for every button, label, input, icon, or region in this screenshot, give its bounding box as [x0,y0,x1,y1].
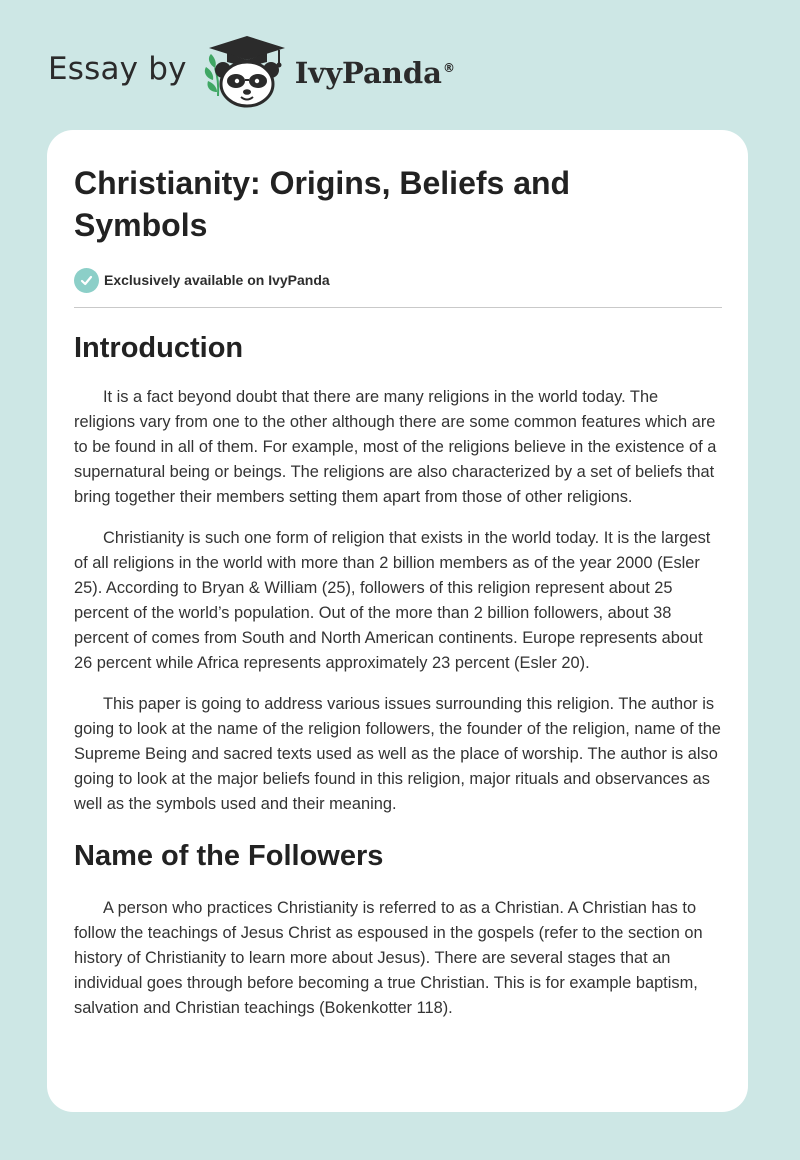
essay-by-label: Essay by [48,51,187,87]
essay-card [47,130,748,1112]
section-introduction [74,330,722,817]
page-title: Christianity: Origins, Beliefs and Symbols [74,165,571,243]
site-header [48,34,455,110]
section-heading: Introduction [74,332,244,364]
panda-graduate-logo-icon[interactable] [201,34,293,110]
check-icon [74,268,99,293]
title-divider [74,307,722,308]
registered-mark: ® [442,61,455,76]
brand-name[interactable]: IvyPanda® [294,56,455,90]
section-heading: Name of the Followers [74,840,384,872]
paragraph: It is a fact beyond doubt that there are many religions in the world today. The religions vary from one to the other although there are some common features which are to be found in all of them. For example, most of the religions believe in the existence of a supernatural being or beings. The religions are also characterized by a set of beliefs that bring together their members setting them apart from those of other religions. [74,388,717,506]
paragraph: This paper is going to address various issues surrounding this religion. The author is going to look at the name of the religion followers, the founder of the religion, name of the Supreme Being and sacred texts used as well as the place of worship. The author is also going to look at the major beliefs found in this religion, major rituals and observances as well as the symbols used and their meaning. [74,695,721,813]
exclusive-badge [74,266,722,294]
section-name-of-followers [74,838,722,1021]
paragraph: A person who practices Christianity is referred to as a Christian. A Christian has to follow the teachings of Jesus Christ as espoused in the gospels (refer to the section on history of Christianity to learn more about Jesus). There are several stages that an individual goes through before becoming a true Christian. This is for example baptism, salvation and Christian teachings (Bokenkotter 118). [74,899,703,1017]
paragraph: Christianity is such one form of religion that exists in the world today. It is the largest of all religions in the world with more than 2 billion members as of the year 2000 (Esler 25). According to Bryan & William (25), followers of this religion represent about 25 percent of the world’s population. Out of the more than 2 billion followers, about 38 percent of comes from South and North American continents. Europe represents about 26 percent while Africa represents approximately 23 percent (Esler 20). [74,529,711,672]
exclusive-badge-text: Exclusively available on IvyPanda [104,272,330,288]
